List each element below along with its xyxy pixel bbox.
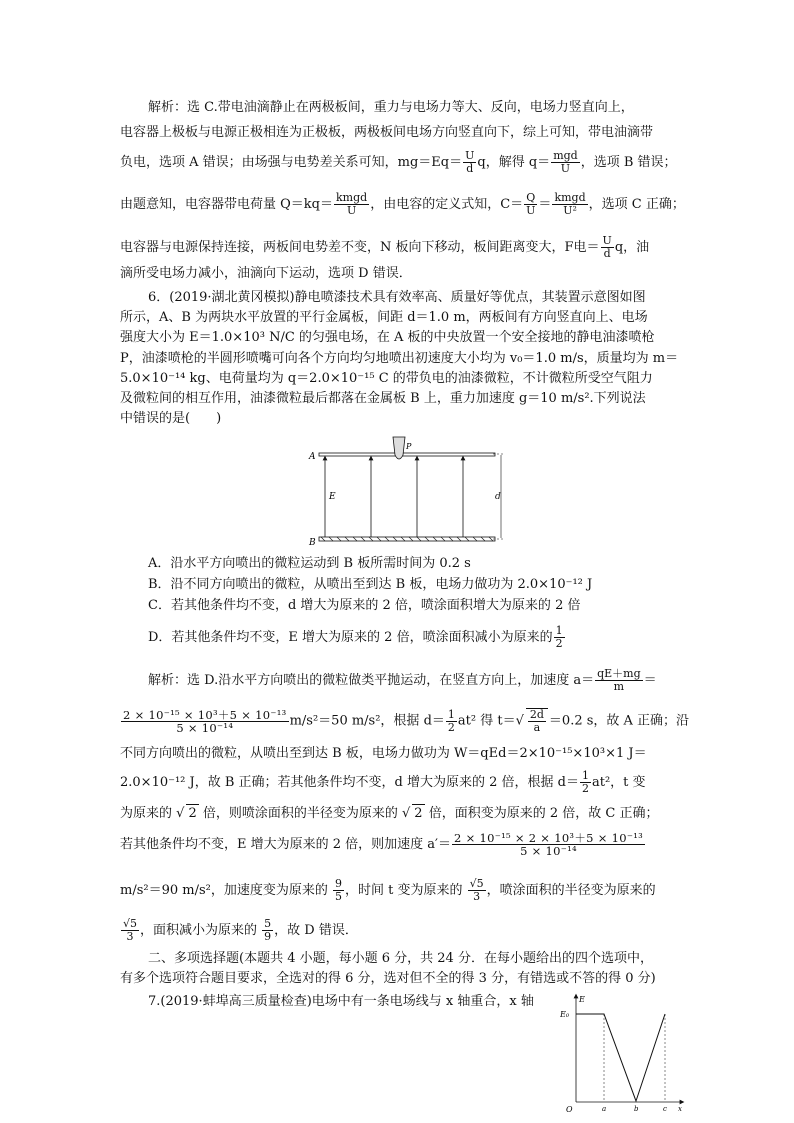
label-a: a (602, 1105, 607, 1113)
q6-line3: 强度大小为 E＝1.0×10³ N/C 的匀强电场，在 A 板的中央放置一个安全接地的静电油漆喷枪 (120, 330, 655, 345)
plate-A (319, 453, 495, 456)
fraction: $\frac{1}{2}$ (555, 624, 563, 650)
label-E: E (329, 492, 336, 502)
text: 为原来的 (120, 806, 173, 821)
text: ＝0.2 s，故 A 正确；沿 (548, 713, 690, 729)
label-P: P (406, 442, 412, 451)
section2-line1: 二、多项选择题(本题共 4 小题，每小题 6 分，共 24 分．在每小题给出的四个选项中， (148, 951, 653, 966)
fraction: $\frac{2d}{a}$ (526, 708, 548, 734)
analysis6-line1 (148, 668, 657, 693)
option-b: B．沿不同方向喷出的微粒，从喷出至到达 B 板，电场力做功为 2.0×10⁻¹² J (148, 577, 593, 592)
label-c: c (663, 1105, 667, 1113)
fraction: $\frac{1}{2}$ (582, 769, 589, 795)
fraction: $\frac{1}{2}$ (447, 707, 455, 734)
label-E0: E₀ (560, 1010, 570, 1019)
spray-diagram (305, 433, 525, 551)
q7-line1: 7.(2019·蚌埠高三质量检查)电场中有一条电场线与 x 轴重合，x 轴 (148, 994, 534, 1009)
label-O: O (566, 1105, 573, 1114)
analysis5-line1: 解析：选 C.带电油滴静止在两极板间，重力与电场力等大、反向，电场力竖直向上， (148, 100, 634, 115)
e-x-graph (560, 990, 690, 1115)
fraction: $\frac{\text{kmgd}}{\text{U²}}$ (554, 191, 586, 217)
text: 倍，则喷涂面积的半径变为原来的 (202, 806, 398, 821)
analysis6-line8 (120, 918, 358, 943)
text: 2.0×10⁻¹² J，故 B 正确；若其他条件均不变，d 增大为原来的 2 倍，根据 d＝ (120, 775, 579, 790)
e-curve (576, 1014, 665, 1101)
analysis5-line5 (120, 235, 649, 260)
analysis6-line3: 不同方向喷出的微粒，从喷出至到达 B 板，电场力做功为 W＝qEd＝2×10⁻¹⁵×10³×1 J＝ (120, 746, 647, 761)
text: m/s²＝50 m/s²，根据 d＝ (289, 713, 445, 729)
text: ，由电容的定义式知，C＝ (370, 197, 524, 212)
text: 负电，选项 A 错误；由场强与电势差关系可知，mg＝Eq＝ (120, 155, 463, 170)
text: ，选项 B 错误； (580, 155, 677, 170)
q6-line7: 中错误的是( ) (120, 411, 222, 426)
text: q，油 (614, 240, 650, 255)
fraction: $\frac{qE+mg}{m}$ (597, 667, 641, 693)
axis-label-x: x (678, 1105, 682, 1113)
fraction: $\frac{5}{9}$ (264, 917, 272, 943)
analysis5-line6: 滴所受电场力减小，油滴向下运动，选项 D 错误． (120, 266, 412, 281)
text: ，喷涂面积的半径变为原来的 (486, 883, 656, 898)
text: ＝ (643, 673, 657, 688)
fraction: $\frac{√5}{3}$ (469, 877, 484, 903)
q6-line1: 6．(2019·湖北黄冈模拟)静电喷漆技术具有效率高、质量好等优点，其装置示意图如图 (148, 290, 646, 305)
fraction: $\frac{Q}{U}$ (526, 191, 536, 217)
text: D．若其他条件均不变，E 增大为原来的 2 倍，喷涂面积减小为原来的 (148, 630, 553, 645)
analysis6-line6 (120, 832, 646, 857)
label-d: d (495, 492, 501, 502)
fraction: $\frac{\text{kmgd}}{U}$ (336, 191, 368, 217)
text: 若其他条件均不变，E 增大为原来的 2 倍，则加速度 a′＝ (120, 837, 451, 852)
fraction: $\frac{U}{d}$ (602, 234, 612, 260)
label-b: b (634, 1105, 639, 1113)
analysis5-line2: 电容器上极板与电源正极相连为正极板，两极板间电场方向竖直向下，综上可知，带电油滴带 (120, 125, 654, 140)
fraction: $\frac{\text{2 × 10⁻¹⁵ × 10³＋5 × 10⁻¹³}}{\text{5 × 10⁻¹⁴}}$ (123, 707, 287, 735)
fraction: $\frac{U}{d}$ (465, 149, 475, 175)
fraction: $\frac{√5}{3}$ (123, 917, 138, 943)
sqrt-value: 2 (188, 806, 197, 821)
option-c: C．若其他条件均不变，d 增大为原来的 2 倍，喷涂面积增大为原来的 2 倍 (148, 598, 581, 613)
analysis6-line4 (120, 770, 646, 795)
text: ，时间 t 变为原来的 (345, 883, 463, 898)
text: 倍，面积变为原来的 2 倍，故 C 正确； (428, 806, 659, 821)
q6-line4: P，油漆喷枪的半圆形喷嘴可向各个方向均匀地喷出初速度大小均为 v₀＝1.0 m/s，质量均为 m＝ (120, 351, 679, 366)
text: ，故 D 错误． (274, 923, 358, 938)
option-d (148, 625, 566, 650)
text: 电容器与电源保持连接，两板间电势差不变，N 板向下移动，板间距离变大，F电＝ (120, 240, 600, 255)
text: at²，t 变 (592, 775, 646, 790)
axis-label-E: E (579, 995, 585, 1004)
sqrt-value: 2 (414, 806, 423, 821)
text: ，选项 C 正确； (588, 197, 685, 212)
option-a: A．沿水平方向喷出的微粒运动到 B 板所需时间为 0.2 s (148, 556, 471, 571)
analysis6-line7 (120, 878, 656, 903)
analysis6-line5: 为原来的 √ 2 倍，则喷涂面积的半径变为原来的 √ 2 倍，面积变为原来的 2 倍，故 C 正确； (120, 806, 659, 821)
analysis5-line3 (120, 150, 677, 175)
text: 解析：选 D.沿水平方向喷出的微粒做类平抛运动，在竖直方向上，加速度 a＝ (148, 673, 595, 688)
q6-line6: 及微粒间的相互作用，油漆微粒最后都落在金属板 B 上，重力加速度 g＝10 m/s².下列说法 (120, 391, 646, 406)
fraction: $\frac{\text{mgd}}{U}$ (553, 149, 578, 175)
text: ，面积减小为原来的 (140, 923, 258, 938)
fraction: $\frac{9}{5}$ (335, 877, 342, 903)
label-B: B (309, 538, 316, 548)
analysis6-line2: $\frac{\text{2 × 10⁻¹⁵ × 10³＋5 × 10⁻¹³}}{\text{5 × 10⁻¹⁴}}$ m/s²＝50 m/s²，根据 d＝ $\frac{1}{2}$ at² 得 t＝√ $\frac{2d}{a}$ ＝0.2 s，故 A 正确；沿 (123, 707, 690, 735)
text: q，解得 q＝ (477, 155, 551, 170)
text: 由题意知，电容器带电荷量 Q＝kq＝ (120, 197, 333, 212)
section2-line2: 有多个选项符合题目要求，全选对的得 6 分，选对但不全的得 3 分，有错选或不答的得 0 分) (120, 971, 656, 986)
label-A: A (309, 452, 316, 462)
analysis5-line4 (120, 192, 685, 217)
text: ＝ (538, 197, 552, 212)
q6-line2: 所示，A、B 为两块水平放置的平行金属板，间距 d＝1.0 m，两板间有方向竖直向上、电场 (120, 310, 648, 325)
text: m/s²＝90 m/s²，加速度变为原来的 (120, 883, 328, 898)
text: at² 得 t＝ (457, 713, 516, 729)
q6-line5: 5.0×10⁻¹⁴ kg、电荷量均为 q＝2.0×10⁻¹⁵ C 的带负电的油漆微粒，不计微粒所受空气阻力 (120, 371, 653, 386)
fraction: $\frac{\text{2 × 10⁻¹⁵ × 2 × 10³＋5 × 10⁻¹³}}{\text{5 × 10⁻¹⁴}}$ (454, 831, 644, 858)
